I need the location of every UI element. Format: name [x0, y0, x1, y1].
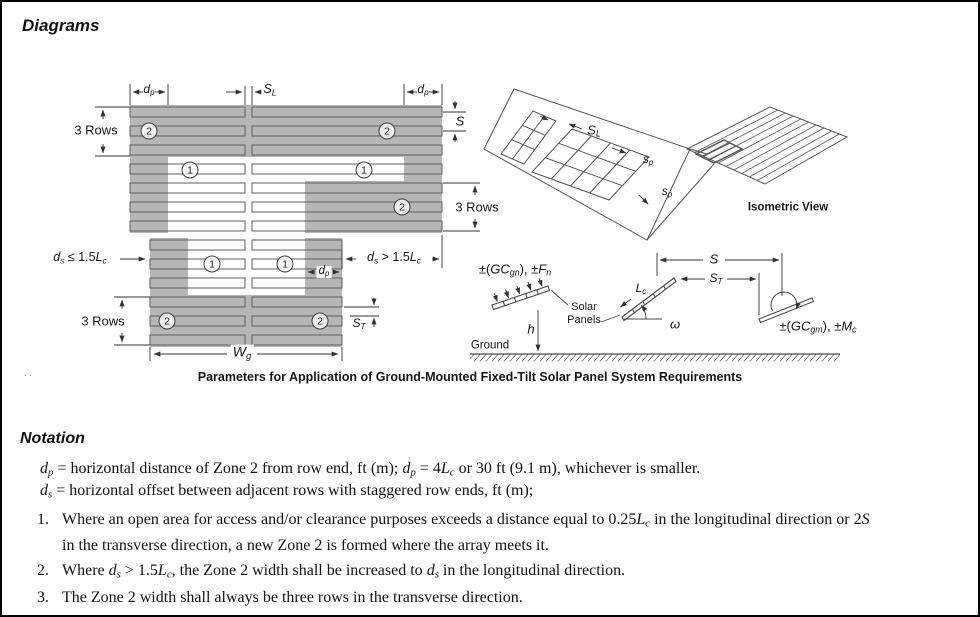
rows-label-right: 3 Rows	[455, 199, 499, 215]
dim-label-h: h	[527, 321, 535, 337]
dim-label-sl-iso: SL	[587, 122, 601, 139]
dim-label-st-elev: ST	[709, 270, 723, 286]
dim-label-dp-top-left: dp	[143, 81, 155, 97]
rows-label-top-left: 3 Rows	[74, 122, 118, 138]
dim-label-st-plan: ST	[352, 315, 366, 331]
angle-label-omega: ω	[669, 316, 681, 332]
note-number: 3.	[37, 589, 49, 606]
note-text: Where ds > 1.5Lc, the Zone 2 width shall be increased to ds in the longitudinal direction.	[62, 562, 626, 581]
zone2-marker: 2	[159, 313, 176, 330]
zone1-marker: 1	[182, 162, 199, 179]
page-title: Diagrams	[22, 16, 100, 35]
note-number: 2.	[37, 562, 49, 579]
dim-label-ds-gt: ds > 1.5Lc	[366, 250, 422, 266]
notation-note-3	[37, 587, 523, 608]
dim-label-s-right: S	[455, 113, 465, 129]
dim-label-s-elev: S	[709, 251, 719, 267]
isometric-view	[484, 89, 847, 240]
ground-hatch	[470, 355, 840, 362]
notation-note-1	[37, 509, 870, 556]
load-label-gcgm-mc: ±(GCgm), ±Mc	[779, 318, 857, 335]
note-number: 1.	[37, 511, 49, 528]
zone2-marker: 2	[394, 199, 411, 216]
zone2-shading	[130, 105, 442, 347]
zone1-marker: 1	[356, 162, 373, 179]
notation-title: Notation	[20, 430, 85, 447]
zone2-marker: 2	[141, 123, 158, 140]
zone1-marker: 1	[277, 256, 294, 273]
dim-label-wg: Wg	[232, 343, 252, 362]
dim-label-sp-1: sp	[642, 151, 654, 167]
zone2-marker: 2	[312, 313, 329, 330]
ground-label: Ground	[470, 339, 510, 352]
solar-panels-label: Solar Panels	[567, 301, 601, 326]
note-text: Where an open area for access and/or clearance purposes exceeds a distance equal to 0.25Lc in the longitudinal direction or 2S in the transverse direction, a new Zone 2 is formed where the array meets it.	[62, 511, 870, 554]
notation-def-dp: dp = horizontal distance of Zone 2 from row end, ft (m); dp = 4Lc or 30 ft (9.1 m), whichever is smaller.	[40, 460, 701, 479]
dim-label-sl-top: SL	[263, 82, 277, 98]
notation-def-ds: ds = horizontal offset between adjacent rows with staggered row ends, ft (m);	[40, 482, 534, 501]
dim-label-dp-bottom: dp	[318, 265, 330, 279]
zone2-marker: 2	[379, 123, 396, 140]
stray-mark: ..	[24, 368, 34, 379]
dim-label-dp-top-right: dp	[417, 81, 429, 97]
dim-label-ds-le: ds ≤ 1.5Lc	[53, 250, 107, 266]
notation-note-2	[37, 560, 625, 586]
dim-label-lc: Lc	[635, 280, 647, 296]
zone1-marker: 1	[204, 256, 221, 273]
note-text: The Zone 2 width shall always be three rows in the transverse direction.	[62, 589, 523, 606]
figure-caption: Parameters for Application of Ground-Mounted Fixed-Tilt Solar Panel System Requirements	[197, 370, 743, 384]
dim-label-sp-2: sp	[661, 183, 673, 199]
load-label-gcgn-fn: ±(GCgn), ±Fn	[478, 261, 552, 278]
isometric-view-caption: Isometric View	[747, 201, 829, 214]
rows-label-bottom-left: 3 Rows	[81, 313, 125, 329]
